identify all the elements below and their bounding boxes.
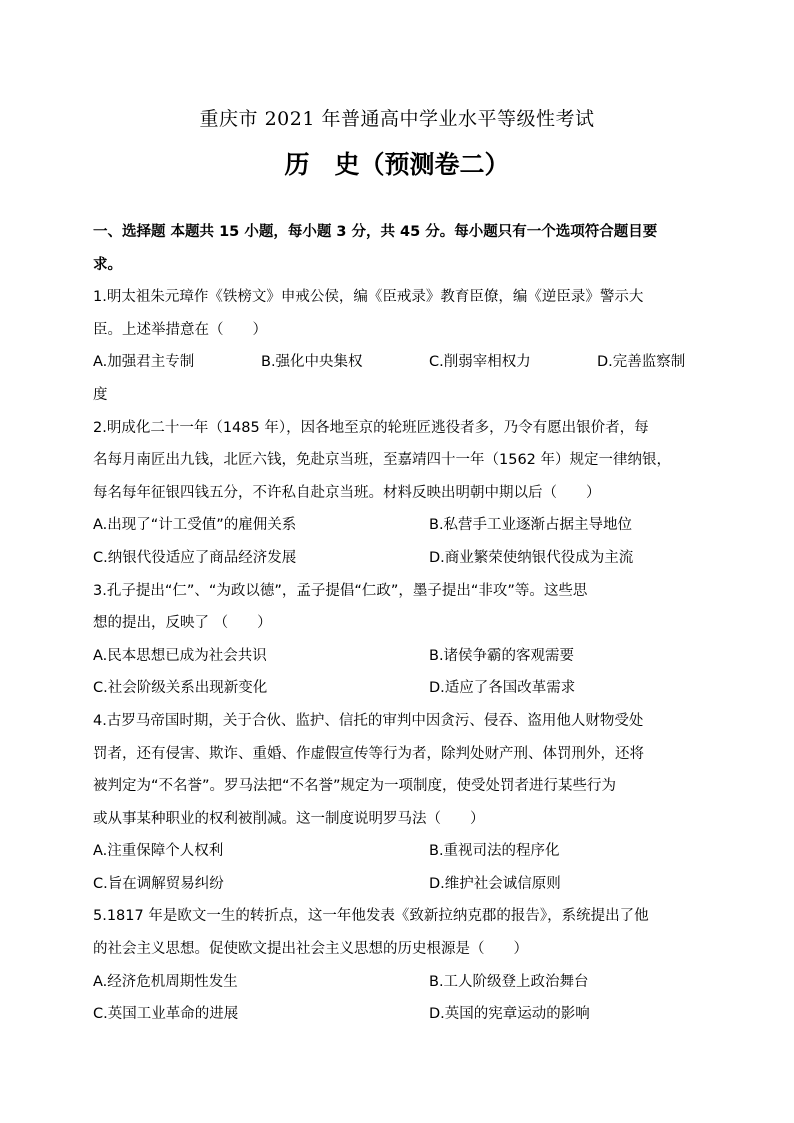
exam-title: 重庆市 2021 年普通高中学业水平等级性考试 [199,108,595,130]
question-2 [93,412,701,575]
option-c: C.社会阶级关系出现新变化 [93,680,268,697]
question-4 [93,705,701,901]
question-stem: 4.古罗马帝国时期，关于合伙、监护、信托的审判中因贪污、侵吞、盗用他人财物受处 [93,712,644,729]
option-b: B.重视司法的程序化 [429,843,560,860]
question-content [93,216,701,1031]
option-a: A.出现了“计工受值”的雇佣关系 [93,517,297,534]
question-stem: 名每月南匠出九钱，北匠六钱，免赴京当班，至嘉靖四十一年（1562 年）规定一律纳银， [93,452,672,469]
option-a: A.注重保障个人权利 [93,843,224,860]
option-b: B.私营手工业逐渐占据主导地位 [429,517,633,534]
options-row [93,672,701,705]
option-d: D.英国的宪章运动的影响 [429,1006,590,1023]
section-heading-cont: 求。 [93,256,122,273]
options-row [93,542,701,575]
option-a: A.经济危机周期性发生 [93,973,238,990]
question-5 [93,900,701,1030]
options-row [93,835,701,868]
question-3 [93,575,701,705]
question-stem: 罚者，还有侵害、欺诈、重婚、作虚假宣传等行为者，除判处财产刑、体罚刑外，还将 [93,745,644,762]
option-a: A.民本思想已成为社会共识 [93,647,267,664]
option-d: D.完善监察制 [597,354,686,371]
options-row [93,509,701,542]
option-c: C.纳银代役适应了商品经济发展 [93,549,297,566]
options-row [93,640,701,673]
question-stem: 5.1817 年是欧文一生的转折点，这一年他发表《致新拉纳克郡的报告》，系统提出了他 [93,908,649,925]
question-1 [93,281,701,411]
options-row [93,868,701,901]
option-c: C.削弱宰相权力 [429,354,531,371]
options-row [93,998,701,1031]
question-stem: 或从事某种职业的权利被削减。这一制度说明罗马法（ ） [93,810,485,827]
option-d: D.适应了各国改革需求 [429,680,576,697]
options-row [93,346,701,379]
option-c: C.英国工业革命的进展 [93,1006,239,1023]
question-stem: 每名每年征银四钱五分，不许私自赴京当班。材料反映出明朝中期以后（ ） [93,484,601,501]
question-stem: 1.明太祖朱元璋作《铁榜文》申戒公侯，编《臣戒录》教育臣僚，编《逆臣录》警示大 [93,289,644,306]
option-b: B.工人阶级登上政治舞台 [429,973,589,990]
question-stem: 想的提出，反映了 （ ） [93,615,272,632]
section-heading: 一、选择题 本题共 15 小题，每小题 3 分，共 45 分。每小题只有一个选项符合题目要 [93,224,658,240]
option-c: C.旨在调解贸易纠纷 [93,875,224,892]
question-stem: 被判定为“不名誉”。罗马法把“不名誉”规定为一项制度，使受处罚者进行某些行为 [93,778,617,795]
option-a: A.加强君主专制 [93,354,195,371]
option-d: D.商业繁荣使纳银代役成为主流 [429,549,634,566]
question-stem: 的社会主义思想。促使欧文提出社会主义思想的历史根源是（ ） [93,941,528,958]
options-row [93,966,701,999]
question-stem: 2.明成化二十一年（1485 年），因各地至京的轮班匠逃役者多，乃令有愿出银价者，每 [93,419,649,436]
option-d-cont: 度 [93,386,108,403]
option-b: B.强化中央集权 [261,354,363,371]
option-b: B.诸侯争霸的客观需要 [429,647,575,664]
option-d: D.维护社会诚信原则 [429,875,561,892]
question-stem: 3.孔子提出“仁”、“为政以德”，孟子提倡“仁政”，墨子提出“非攻”等。这些思 [93,582,588,599]
question-stem: 臣。上述举措意在（ ） [93,321,267,338]
exam-subtitle: 历 史（预测卷二） [284,150,510,179]
